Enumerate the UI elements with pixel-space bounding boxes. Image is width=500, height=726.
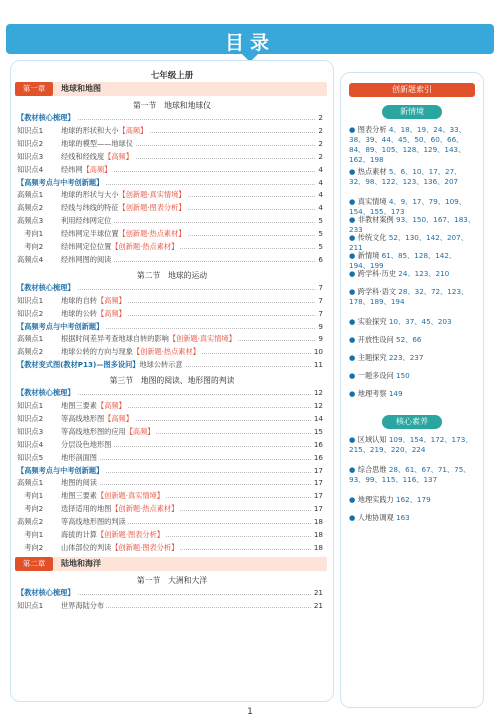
- entry-page: 21: [313, 587, 323, 597]
- entry-text: [17, 588, 77, 598]
- entry-tag: 【创新题·图表分析】: [118, 203, 186, 213]
- item-name: 地理实践力: [357, 495, 394, 504]
- entry-page: 6: [318, 254, 323, 264]
- entry-tag: 【高频】: [104, 151, 133, 161]
- entry-heading: 【教材变式图(教材P13)—图多设问】: [17, 360, 140, 370]
- entry-page: 16: [313, 439, 323, 449]
- bullet-dot: ●: [349, 197, 358, 206]
- pill-core-literacy: 核心素养: [382, 415, 442, 429]
- entry-label: 地球的形状与大小: [61, 190, 119, 200]
- item-name: 区域认知: [357, 435, 387, 444]
- entry-page: 5: [318, 229, 323, 239]
- entry-point: 知识点3: [17, 151, 44, 161]
- entry-page: 17: [313, 465, 323, 475]
- entry-text: [17, 543, 180, 553]
- bullet-dot: ●: [349, 215, 358, 224]
- entry-page: 2: [318, 138, 323, 148]
- entry-page: 2: [318, 125, 323, 135]
- item-name: 跨学科·历史: [357, 269, 397, 278]
- entry-text: [17, 478, 99, 488]
- entry-page: 21: [313, 600, 323, 610]
- sec2-row: [17, 283, 327, 293]
- bullet-dot: ●: [349, 513, 358, 522]
- entry-text: [17, 283, 77, 293]
- sec3-row: [17, 440, 327, 450]
- entry-text: [17, 504, 180, 514]
- entry-label: 地图的阅读: [61, 478, 97, 488]
- entry-page: 17: [313, 491, 323, 501]
- entry-text: [17, 309, 128, 319]
- sec3-row: [17, 453, 327, 463]
- sec1-row: [17, 242, 327, 252]
- entry-page: 10: [313, 347, 323, 357]
- sec3-row: [17, 466, 327, 476]
- new-context-item: [349, 269, 477, 279]
- toc-header: [6, 24, 494, 54]
- entry-tag: 【创新题·真实情境】: [118, 190, 186, 200]
- item-pages: 93、150、167、183、233: [349, 215, 476, 234]
- entry-label: 地球的模型——地球仪: [61, 138, 133, 148]
- entry-point: 知识点2: [17, 308, 44, 318]
- entry-page: 17: [313, 478, 323, 488]
- entry-tag: 【创新题·热点素材】: [111, 504, 179, 514]
- entry-point: 考向2: [17, 242, 44, 251]
- entry-text: [17, 296, 128, 306]
- entry-label: 地球的自转: [61, 295, 97, 305]
- entry-text: [17, 322, 105, 332]
- entry-tag: 【创新题·图表分析】: [111, 542, 179, 552]
- chapter-2-badge: 第二章: [15, 557, 53, 571]
- entry-text: [17, 242, 180, 252]
- page-number: 1: [247, 707, 253, 717]
- item-name: 人地协调观: [357, 513, 394, 522]
- entry-text: [17, 190, 188, 200]
- sec4-row: [17, 588, 327, 598]
- entry-tag: 【高频】: [118, 125, 148, 135]
- entry-text: [17, 165, 113, 175]
- entry-page: 2: [318, 113, 323, 122]
- item-name: 跨学科·语文: [357, 287, 397, 296]
- entry-label: 地球公转的方向与现象: [61, 347, 133, 357]
- item-name: 开放性设问: [357, 335, 394, 344]
- entry-point: 考向1: [17, 229, 44, 239]
- item-pages: 10、37、45、203: [386, 317, 452, 326]
- section-2-title: 第二节 地球的运动: [136, 270, 208, 280]
- entry-text: [17, 401, 128, 411]
- entry-page: 12: [313, 401, 323, 410]
- entry-page: 9: [318, 334, 323, 344]
- entry-point: 考向1: [17, 530, 44, 539]
- entry-page: 4: [318, 190, 323, 200]
- new-context-item: [349, 317, 477, 327]
- entry-point: 知识点2: [17, 138, 44, 148]
- new-context-item: [349, 353, 477, 363]
- chapter-1-badge: 第一章: [15, 82, 53, 96]
- entry-page: 15: [313, 426, 323, 436]
- entry-label: 地图三要素: [61, 401, 97, 410]
- item-name: 一题多设问: [357, 371, 394, 380]
- entry-label: 等高线地形图: [61, 413, 105, 423]
- item-name: 非教材案例: [357, 215, 394, 224]
- bullet-dot: ●: [349, 167, 358, 176]
- entry-point: 考向2: [17, 542, 44, 552]
- item-pages: 109、154、172、173、215、219、220、224: [349, 435, 473, 454]
- sec1-row: [17, 139, 327, 149]
- item-pages: 4、9、17、79、109、154、155、173: [349, 197, 466, 216]
- sec1-row: [17, 113, 327, 123]
- entry-page: 7: [318, 295, 323, 305]
- entry-point: 知识点4: [17, 439, 44, 449]
- bullet-dot: ●: [349, 389, 358, 398]
- bullet-dot: ●: [349, 465, 358, 474]
- entry-label: 地球的公转: [61, 308, 97, 318]
- item-pages: 52、130、142、207、211: [349, 233, 468, 252]
- entry-label: 地形剖面图: [61, 452, 97, 462]
- entry-page: 18: [313, 542, 323, 552]
- entry-text: [17, 334, 238, 344]
- entry-text: [17, 601, 106, 611]
- entry-page: 18: [313, 517, 323, 527]
- entry-point: 知识点2: [17, 413, 44, 423]
- item-pages: 61、85、128、142、194、199: [349, 251, 457, 270]
- item-pages: 4、18、19、24、33、38、39、44、45、50、60、66、84、89、105、128、129、143、162、198: [349, 125, 466, 164]
- chapter-2-bar: [15, 557, 327, 571]
- item-pages: 162、179: [393, 495, 431, 504]
- entry-point: 知识点1: [17, 401, 44, 410]
- entry-label: 等高线地形图的应用: [61, 426, 126, 436]
- core-literacy-item: [349, 465, 477, 485]
- entry-point: 高频点4: [17, 254, 44, 264]
- new-context-item: [349, 335, 477, 345]
- core-literacy-item: [349, 435, 477, 455]
- entry-heading: 【高频考点与中考创新题】: [17, 321, 104, 331]
- entry-label: 选择适用的地图: [61, 504, 112, 514]
- sec3-row: [17, 478, 327, 488]
- entry-text: [17, 517, 128, 527]
- section-1-title: 第一节 地球和地球仪: [133, 101, 211, 110]
- sec3-row: [17, 491, 327, 501]
- sec1-row: [17, 190, 327, 200]
- item-pages: 5、6、10、17、27、32、98、122、123、136、207: [349, 167, 462, 186]
- item-pages: 28、32、72、123、178、189、194: [349, 287, 469, 306]
- item-name: 实验探究: [357, 317, 387, 326]
- entry-page: 2: [318, 151, 323, 161]
- new-context-item: [349, 167, 477, 187]
- entry-point: 高频点1: [17, 334, 44, 344]
- sec2-row: [17, 296, 327, 306]
- entry-text: [17, 466, 105, 476]
- entry-tag: 【创新题·热点素材】: [132, 347, 200, 357]
- entry-text: [17, 530, 166, 540]
- core-literacy-item: [349, 495, 477, 505]
- item-name: 传统文化: [357, 233, 387, 242]
- entry-point: 知识点1: [17, 295, 44, 305]
- entry-point: 高频点2: [17, 517, 44, 527]
- entry-point: 知识点1: [17, 125, 44, 135]
- sec3-row: [17, 504, 327, 514]
- entry-label: 经线与纬线的特征: [61, 203, 119, 213]
- item-name: 地理考察: [357, 389, 387, 398]
- entry-page: 7: [318, 282, 323, 292]
- item-pages: 149: [386, 389, 403, 398]
- pill-new-context: 新情境: [382, 105, 442, 119]
- entry-point: 知识点4: [17, 164, 44, 174]
- entry-tag: 【创新题·真实情境】: [96, 491, 164, 501]
- bullet-dot: ●: [349, 353, 358, 362]
- bullet-dot: ●: [349, 251, 358, 260]
- entry-point: 高频点2: [17, 203, 44, 213]
- core-literacy-item: [349, 513, 477, 523]
- chapter-1-bar: [15, 82, 327, 96]
- entry-text: [17, 203, 188, 213]
- entry-page: 4: [318, 164, 323, 174]
- entry-page: 11: [313, 360, 323, 370]
- chapter-2-name: 陆地和海洋: [61, 558, 101, 568]
- item-pages: 52、66: [393, 335, 422, 344]
- entry-page: 5: [318, 216, 323, 226]
- sec2-row: [17, 309, 327, 319]
- index-panel: [340, 72, 484, 708]
- entry-point: 知识点3: [17, 426, 44, 436]
- sec2-row: [17, 322, 327, 332]
- bullet-dot: ●: [349, 269, 358, 278]
- entry-text: [17, 347, 202, 357]
- entry-heading: 【教材核心梳理】: [17, 113, 75, 122]
- entry-text: [17, 440, 113, 450]
- entry-text: [17, 255, 113, 265]
- entry-page: 4: [318, 203, 323, 213]
- entry-point: 知识点1: [17, 600, 44, 610]
- bullet-dot: ●: [349, 435, 358, 444]
- entry-page: 12: [313, 388, 323, 398]
- entry-heading: 【教材核心梳理】: [17, 388, 75, 398]
- entry-page: 16: [313, 452, 323, 462]
- entry-page: 14: [313, 413, 323, 423]
- entry-point: 高频点2: [17, 347, 44, 357]
- entry-label: 利用经纬网定位: [61, 216, 112, 226]
- toc-main-panel: [10, 60, 334, 702]
- new-context-item: [349, 233, 477, 253]
- sec1-row: [17, 152, 327, 162]
- entry-tag: 【高频】: [104, 413, 133, 423]
- item-pages: 150: [393, 371, 410, 380]
- sec3-row: [17, 427, 327, 437]
- entry-point: 高频点1: [17, 478, 44, 488]
- new-context-item: [349, 287, 477, 307]
- entry-label: 地图三要素: [61, 491, 97, 501]
- entry-text: [17, 453, 99, 463]
- item-name: 图表分析: [357, 125, 387, 134]
- entry-label: 地球公转示意: [139, 360, 183, 370]
- entry-page: 18: [313, 530, 323, 539]
- item-pages: 163: [393, 513, 410, 522]
- sec1-row: [17, 229, 327, 239]
- sec1-row: [17, 165, 327, 175]
- entry-label: 经纬网: [61, 164, 83, 174]
- chapter-1-name: 地球和地图: [61, 84, 101, 93]
- entry-text: [17, 216, 113, 226]
- entry-page: 17: [313, 504, 323, 514]
- entry-text: [17, 360, 185, 370]
- entry-text: [17, 126, 149, 136]
- toc-title: 目录: [224, 32, 275, 54]
- sec1-row: [17, 216, 327, 226]
- bullet-dot: ●: [349, 233, 358, 242]
- entry-page: 4: [318, 177, 323, 187]
- sec3-row: [17, 414, 327, 424]
- grade-title: 七年级上册: [150, 71, 194, 81]
- entry-label: 分层设色地形图: [61, 439, 112, 449]
- sec1-row: [17, 178, 327, 188]
- entry-page: 7: [318, 308, 323, 318]
- sec1-row: [17, 255, 327, 265]
- entry-heading: 【高频考点与中考创新题】: [17, 465, 104, 475]
- entry-label: 经线和经线度: [61, 151, 105, 161]
- entry-point: 考向1: [17, 491, 44, 501]
- entry-tag: 【创新题·真实情境】: [168, 334, 236, 344]
- sec2-row: [17, 360, 327, 370]
- bullet-dot: ●: [349, 335, 358, 344]
- bullet-dot: ●: [349, 317, 358, 326]
- item-name: 真实情境: [357, 197, 387, 206]
- entry-point: 高频点3: [17, 216, 44, 226]
- item-pages: 24、123、210: [396, 269, 450, 278]
- entry-text: [17, 229, 188, 239]
- item-name: 新情境: [357, 251, 380, 260]
- new-context-item: [349, 389, 477, 399]
- entry-label: 世界海陆分布: [61, 600, 105, 610]
- entry-label: 地球的形状和大小: [61, 125, 119, 135]
- entry-tag: 【创新题·热点素材】: [111, 242, 179, 251]
- entry-text: [17, 388, 77, 398]
- entry-text: [17, 414, 135, 424]
- entry-text: [17, 427, 156, 437]
- entry-tag: 【高频】: [96, 401, 126, 410]
- new-context-item: [349, 215, 477, 235]
- entry-tag: 【创新题·图表分析】: [96, 530, 164, 539]
- sec2-row: [17, 347, 327, 357]
- new-context-item: [349, 125, 477, 165]
- entry-tag: 【高频】: [96, 295, 126, 305]
- index-title-bar: 创新题索引: [349, 83, 475, 97]
- entry-heading: 【教材核心梳理】: [17, 587, 75, 597]
- entry-text: [17, 491, 166, 501]
- sec3-row: [17, 543, 327, 553]
- sec3-row: [17, 401, 327, 411]
- item-name: 综合思维: [357, 465, 387, 474]
- bullet-dot: ●: [349, 125, 358, 134]
- sec3-row: [17, 388, 327, 398]
- entry-tag: 【高频】: [96, 308, 126, 318]
- entry-text: [17, 139, 135, 149]
- item-name: 主题探究: [357, 353, 387, 362]
- item-pages: 28、61、67、71、75、93、99、115、116、137: [349, 465, 471, 484]
- entry-label: 经纬网定位位置: [61, 242, 112, 251]
- sec1-row: [17, 203, 327, 213]
- entry-tag: 【高频】: [125, 426, 155, 436]
- entry-point: 高频点1: [17, 190, 44, 200]
- entry-text: [17, 178, 105, 188]
- new-context-item: [349, 197, 477, 217]
- section-4-title: 第一节 大洲和大洋: [136, 575, 208, 585]
- entry-page: 5: [318, 242, 323, 251]
- entry-page: 9: [318, 321, 323, 331]
- entry-label: 根据时间差异考查地球自转的影响: [61, 334, 169, 344]
- entry-label: 经纬网图的阅读: [61, 254, 112, 264]
- new-context-item: [349, 251, 477, 271]
- bullet-dot: ●: [349, 371, 358, 380]
- bullet-dot: ●: [349, 287, 358, 296]
- entry-label: 山体部位的判读: [61, 542, 112, 552]
- item-name: 热点素材: [357, 167, 387, 176]
- entry-point: 考向2: [17, 504, 44, 514]
- sec3-row: [17, 530, 327, 540]
- entry-tag: 【高频】: [82, 164, 112, 174]
- section-3-title: 第三节 地图的阅读、地形图的判读: [109, 376, 235, 386]
- entry-label: 海拔的计算: [61, 530, 97, 539]
- entry-tag: 【创新题·热点素材】: [118, 229, 186, 239]
- bullet-dot: ●: [349, 495, 358, 504]
- sec4-row: [17, 601, 327, 611]
- sec3-row: [17, 517, 327, 527]
- entry-heading: 【教材核心梳理】: [17, 282, 75, 292]
- entry-heading: 【高频考点与中考创新题】: [17, 177, 104, 187]
- entry-text: [17, 113, 77, 123]
- sec1-row: [17, 126, 327, 136]
- entry-label: 经纬网定半球位置: [61, 229, 119, 239]
- item-pages: 223、237: [386, 353, 424, 362]
- entry-label: 等高线地形图的判读: [61, 517, 126, 527]
- new-context-item: [349, 371, 477, 381]
- entry-point: 知识点5: [17, 452, 44, 462]
- entry-text: [17, 152, 135, 162]
- sec2-row: [17, 334, 327, 344]
